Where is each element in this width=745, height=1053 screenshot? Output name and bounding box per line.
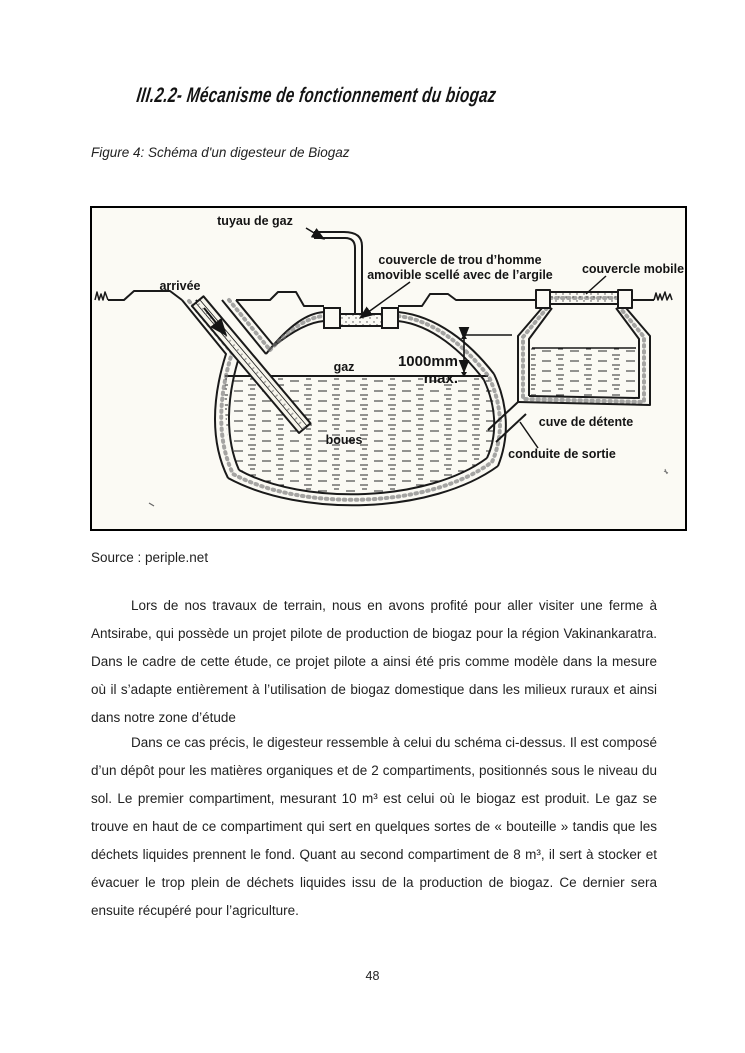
- label-couvercle-trou-line2: amovible scellé avec de l’argile: [367, 268, 553, 282]
- label-cuve-de-detente: cuve de détente: [538, 415, 634, 429]
- figure-caption: Figure 4: Schéma d'un digesteur de Biogaz: [91, 145, 350, 160]
- label-arrivee: arrivée: [159, 279, 201, 293]
- label-conduite-de-sortie: conduite de sortie: [508, 447, 616, 461]
- label-gaz: gaz: [333, 360, 355, 374]
- label-dim-value: 1000mm: [397, 353, 458, 370]
- page-number: 48: [365, 969, 380, 983]
- grass-left: [95, 292, 108, 300]
- grass-right: [654, 292, 672, 300]
- label-couvercle-trou-line1: couvercle de trou d’homme: [378, 253, 542, 267]
- label-couvercle-mobile: couvercle mobile: [581, 262, 685, 276]
- label-tuyau-de-gaz: tuyau de gaz: [217, 214, 293, 228]
- label-dim-max: max.: [423, 370, 458, 387]
- figure-source: Source : periple.net: [91, 550, 209, 565]
- figure-biogas-digester: [90, 206, 687, 531]
- label-boues: boues: [325, 433, 363, 447]
- outlet-pointer: [520, 422, 538, 448]
- section-heading: III.2.2- Mécanisme de fonctionnement du biogaz: [135, 84, 498, 107]
- digester-diagram: [92, 208, 685, 529]
- paragraph-2: Dans ce cas précis, le digesteur ressemble à celui du schéma ci-dessus. Il est composé d’un dépôt pour les matières organiques et de 2 compartiments, positionnés sous le niveau du sol. Le premier compartiment, mesurant 10 m³ est celui où le biogaz est produit. Le gaz se trouve en haut de ce compartiment qui sert en quelques sortes de « bouteille » tandis que les déchets liquides prennent le fond. Quant au second compartiment de 8 m³, il sert à stocker et évacuer le trop plein de déchets liquides issu de la production de biogaz. Ce dernier sera ensuite récupéré pour l’agriculture.: [91, 735, 657, 918]
- mobile-cover-slab: [550, 292, 618, 304]
- gas-pipe: [314, 232, 362, 314]
- expansion-tank-liquid: [531, 348, 637, 397]
- paragraph-1: Lors de nos travaux de terrain, nous en avons profité pour aller visiter une ferme à Antsirabe, qui possède un projet pilote de production de biogaz pour la région Vakinankaratra. Dans le cadre de cette étude, ce projet pilote a ainsi été pris comme modèle dans la mesure où il s’adapte entièrement à l’utilisation de biogaz domestique dans les milieux ruraux et ainsi dans notre zone d’étude: [91, 598, 657, 725]
